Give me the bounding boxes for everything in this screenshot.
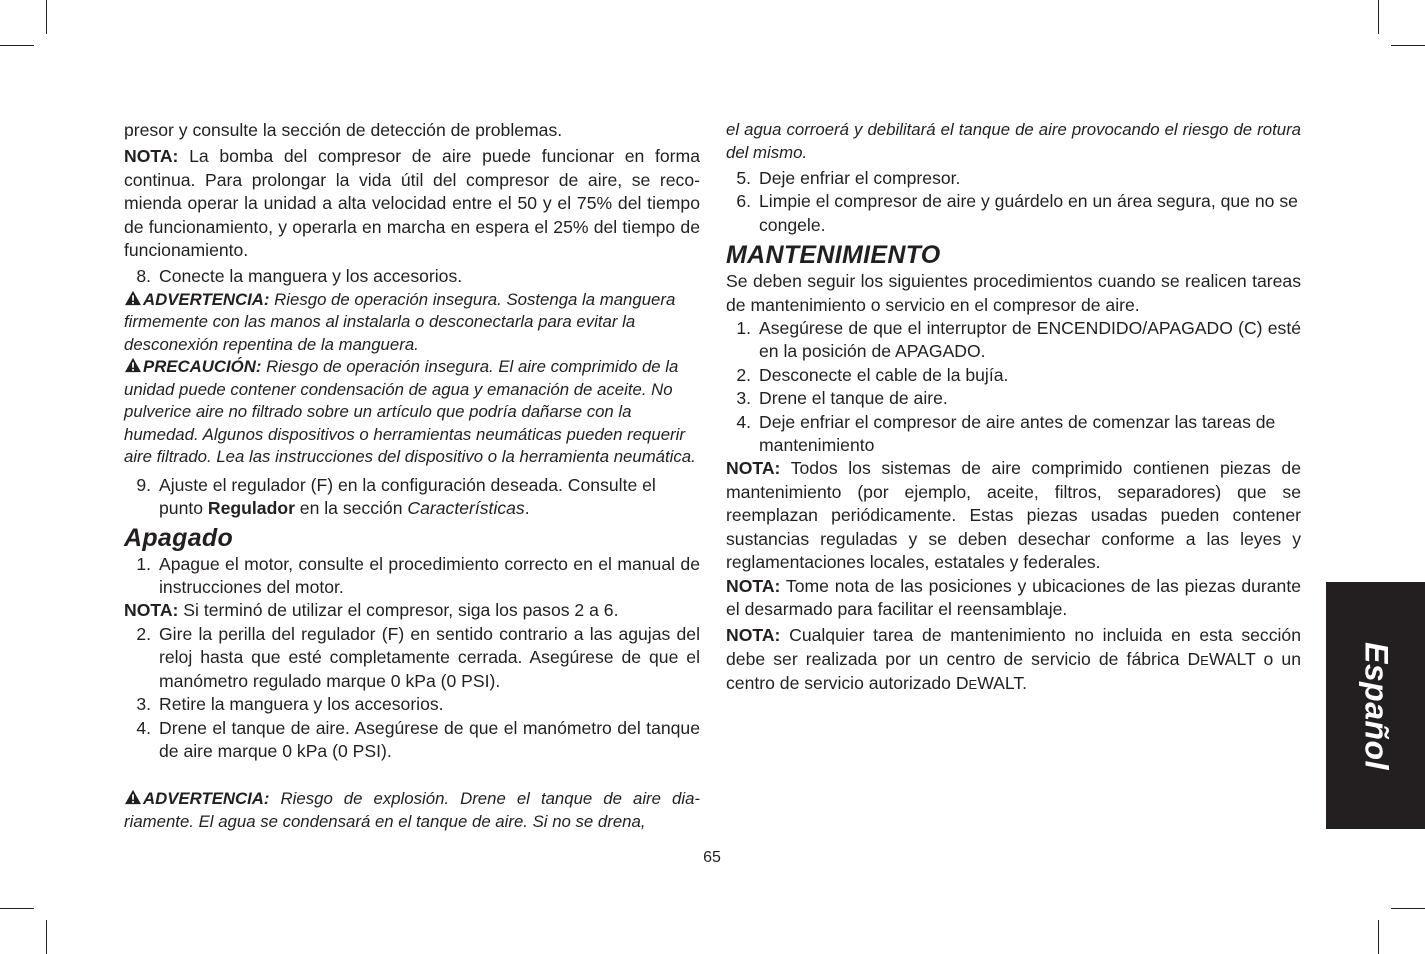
right-column	[726, 119, 1301, 697]
note-text: Tome nota de las posiciones y ubicaciones de las piezas durante el desarmado para facilitar el reensamblaje.	[726, 575, 1301, 619]
warning-paragraph	[124, 289, 700, 357]
note-label: NOTA:	[726, 575, 781, 596]
step-text: Desconecte el cable de la bujía.	[759, 364, 1009, 385]
left-column	[124, 119, 700, 833]
list-item	[726, 167, 1301, 190]
step-text: en la sección	[294, 498, 408, 519]
note-label: NOTA:	[726, 458, 781, 479]
step-text: Asegúrese de que el interruptor de ENCENDIDO/APAGADO (C) esté en la posición de APAGADO.	[759, 318, 1301, 362]
section-heading-apagado: Apagado	[124, 523, 234, 552]
note-text: WALT.	[977, 673, 1028, 694]
crop-mark	[1391, 45, 1425, 46]
warning-icon	[124, 357, 142, 373]
intro-paragraph: Se deben seguir los siguientes procedimientos cuando se realicen tareas de mantenimiento o servicio en el compresor de aire.	[726, 271, 1301, 315]
list-item	[124, 553, 700, 600]
step-text: Deje enfriar el compresor de aire antes de comenzar las tareas de mantenimiento	[759, 411, 1276, 456]
list-item	[124, 474, 700, 521]
crop-mark	[1378, 920, 1379, 954]
list-item	[726, 317, 1301, 364]
step-text: Retire la manguera y los accesorios.	[159, 694, 444, 715]
step-number: 9.	[136, 474, 151, 495]
step-text: Drene el tanque de aire. Asegúrese de que el manómetro del tanque de aire marque 0 kPa (0 PSI).	[159, 717, 700, 761]
note-text: WALT o un centro de servicio autorizado D	[726, 648, 1301, 694]
warning-icon	[124, 290, 142, 306]
note-paragraph	[726, 457, 1301, 574]
note-paragraph	[726, 624, 1301, 696]
note-paragraph	[124, 145, 700, 262]
step-number: 2.	[136, 623, 151, 644]
note-text: Todos los sistemas de aire comprimido contienen piezas de mantenimiento (por ejemplo, aceite, filtros, separadores) que se reemplazan periódicamente. Estas piezas usadas pueden contener sustancias reguladas y se deben desechar conforme a las leyes y reglamentaciones locales, estatales y federales.	[726, 458, 1301, 573]
continued-paragraph: presor y consulte la sección de detección de problemas.	[124, 120, 563, 140]
list-item	[124, 693, 700, 716]
crop-mark	[46, 0, 47, 34]
step-number: 4.	[136, 717, 151, 738]
warning-label: ADVERTENCIA:	[143, 289, 270, 309]
warning-label: ADVERTENCIA:	[143, 789, 270, 809]
caution-text: Riesgo de operación insegura. El aire comprimido de la unidad puede contener condensación de agua y emanación de aceite. No pulverice aire no filtrado sobre un artículo que podría dañarse con la humedad. Algunos dispositivos o herramientas neumáticas pueden requerir aire filtrado. Lea las instrucciones del dispositivo o la herramienta neumática.	[124, 357, 696, 467]
step-number: 1.	[736, 318, 751, 339]
list-item	[124, 265, 700, 288]
note-text: Cualquier tarea de mantenimiento no incluida en esta sección debe ser realizada por un centro de servicio de fábrica D	[726, 625, 1301, 669]
list-item	[124, 717, 700, 764]
warning-continued: el agua corroerá y debilitará el tanque de aire provocando el riesgo de rotura del mismo.	[726, 120, 1301, 162]
note-paragraph	[726, 575, 1301, 622]
step-number: 4.	[736, 411, 751, 432]
warning-icon	[124, 789, 142, 805]
list-item	[124, 623, 700, 693]
language-tab-label: Español	[1358, 641, 1394, 770]
note-label: NOTA:	[124, 600, 179, 621]
list-item	[726, 364, 1301, 387]
note-paragraph	[124, 599, 700, 622]
note-text: La bomba del compresor de aire puede funcionar en forma continua. Para prolongar la vida útil del compresor de aire, se reco-mienda operar la unidad a alta velocidad entre el 50 y el 75% del tiempo de funcionamiento, y operarla en marcha en espera el 25% del tiempo de funcionamiento.	[124, 146, 700, 261]
step-text: Apague el motor, consulte el procedimiento correcto en el manual de instrucciones del motor.	[159, 553, 700, 598]
crop-mark	[1391, 908, 1425, 909]
step-number: 3.	[136, 694, 151, 715]
step-number: 2.	[736, 364, 751, 385]
step-text: Ajuste el regulador (F) en la configuración deseada. Consulte el punto	[159, 474, 656, 519]
note-label: NOTA:	[726, 625, 781, 646]
crop-mark	[46, 920, 47, 954]
warning-text: Riesgo de operación insegura. Sostenga la manguera firmemente con las manos al instalarla o desconectarla para evitar la desconexión repentina de la manguera.	[124, 289, 676, 354]
step-text: .	[524, 498, 530, 519]
step-italic-term: Características	[407, 498, 525, 519]
step-text: Conecte la manguera y los accesorios.	[159, 266, 463, 287]
caution-label: PRECAUCIÓN:	[143, 357, 262, 377]
caution-paragraph	[124, 356, 700, 469]
language-tab	[1326, 582, 1425, 829]
step-text: Gire la perilla del regulador (F) en sentido contrario a las agujas del reloj hasta que esté completamente cerrada. Asegúrese de que el manómetro regulado marque 0 kPa (0 PSI).	[159, 623, 700, 691]
list-item	[726, 411, 1301, 458]
warning-text: Riesgo de explosión. Drene el tanque de aire dia-riamente. El agua se condensará en el tanque de aire. Si no se drena,	[124, 789, 700, 831]
step-text: Limpie el compresor de aire y guárdelo en un área segura, que no se congele.	[759, 191, 1298, 235]
step-bold-term: Regulador	[207, 498, 295, 519]
crop-mark	[0, 45, 34, 46]
step-text: Drene el tanque de aire.	[759, 388, 948, 409]
page-number: 65	[703, 849, 721, 866]
list-item	[726, 387, 1301, 410]
brand-small-cap: E	[1200, 652, 1209, 668]
crop-mark	[0, 908, 34, 909]
step-number: 6.	[736, 191, 751, 212]
warning-paragraph	[124, 788, 700, 833]
note-text: Si terminó de utilizar el compresor, siga los pasos 2 a 6.	[178, 600, 619, 621]
brand-small-cap: E	[968, 677, 978, 693]
list-item	[726, 190, 1301, 237]
step-number: 3.	[736, 388, 751, 409]
step-number: 8.	[136, 266, 151, 287]
step-number: 5.	[736, 168, 751, 188]
note-label: NOTA:	[124, 146, 179, 167]
step-number: 1.	[136, 553, 151, 574]
crop-mark	[1378, 0, 1379, 34]
section-heading-mantenimiento: MANTENIMIENTO	[726, 241, 941, 270]
step-text: Deje enfriar el compresor.	[759, 168, 961, 188]
